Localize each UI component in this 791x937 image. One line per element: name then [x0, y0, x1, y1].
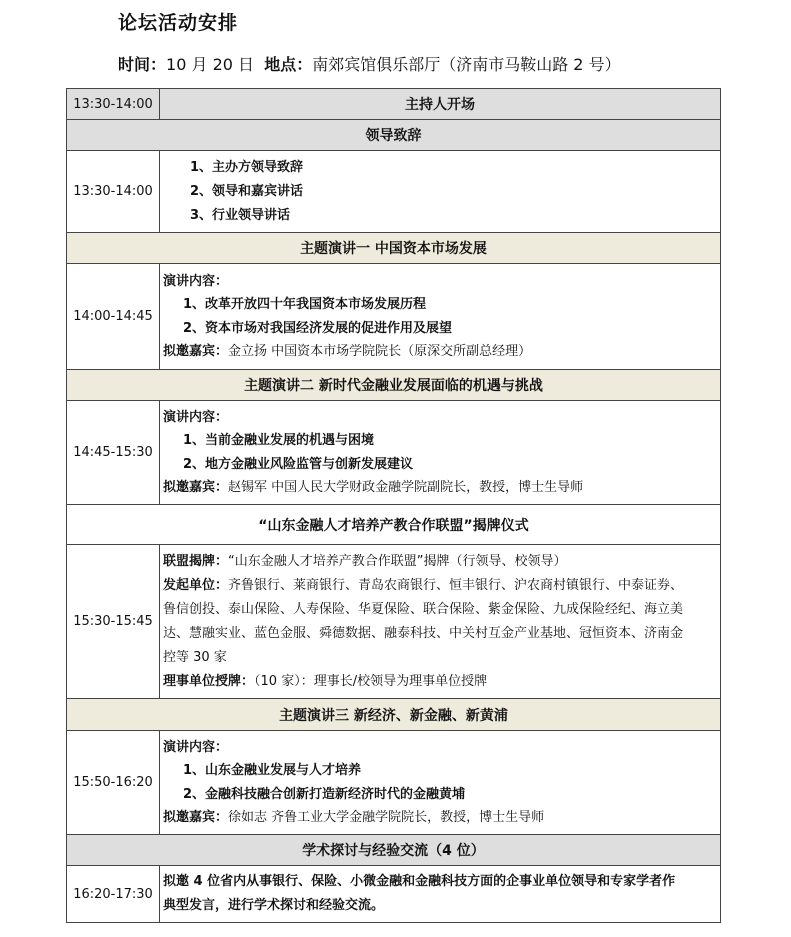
- section-header-alliance: [67, 505, 721, 545]
- board-label: 理事单位授牌：: [163, 673, 255, 689]
- unveil-label: 联盟揭牌：: [163, 553, 229, 569]
- schedule-row-talk3: [67, 731, 721, 835]
- list-item: 1、改革开放四十年我国资本市场发展历程: [183, 297, 427, 312]
- list-item: 1、当前金融业发展的机遇与困境: [183, 433, 375, 448]
- forum-text: 典型发言，进行学术探讨和经验交流。: [163, 898, 385, 913]
- forum-text: 拟邀 4 位省内从事银行、保险、小微金融和金融科技方面的企事业单位领导和专家学者作: [163, 874, 676, 889]
- board-value: （10 家）：理事长/校领导为理事单位授牌: [254, 673, 488, 689]
- unveil-line: [163, 550, 720, 574]
- sponsor-text: 齐鲁银行、莱商银行、青岛农商银行、恒丰银行、沪农商村镇银行、中泰证券、: [228, 577, 684, 593]
- schedule-row-welcome: [67, 151, 721, 233]
- guest-label: 拟邀嘉宾：: [163, 480, 229, 495]
- sponsor-text: 达、慧融实业、蓝色金服、舜德数据、融泰科技、中关村互金产业基地、冠恒资本、济南金: [163, 625, 684, 641]
- guest-line: [163, 340, 720, 364]
- time-label: 时间: [118, 55, 151, 74]
- section-title: 主题演讲一 中国资本市场发展: [67, 233, 721, 264]
- list-item: 2、资本市场对我国经济发展的促进作用及展望: [183, 320, 453, 336]
- unveil-value: “山东金融人才培养产教合作联盟”揭牌（行领导、校领导）: [228, 553, 567, 569]
- time-cell: 16:20-17:30: [67, 866, 160, 923]
- list-item: 2、地方金融业风险监管与创新发展建议: [183, 456, 414, 472]
- event-meta: 时间：10 月 20 日 地点：南郊宾馆俱乐部厅（济南市马鞍山路 2 号）: [118, 55, 621, 74]
- document-title: 论坛活动安排: [118, 12, 239, 34]
- guest-line: [163, 476, 720, 500]
- section-header-talk3: [67, 699, 721, 731]
- schedule-row-forum: [67, 866, 721, 923]
- guest-value: 徐如志 齐鲁工业大学金融学院院长，教授，博士生导师: [228, 810, 545, 825]
- section-header-talk2: [67, 370, 721, 401]
- list-item: 3、行业领导讲话: [190, 207, 291, 223]
- guest-value: 金立扬 中国资本市场学院院长（原深交所副总经理）: [228, 344, 532, 359]
- time-value: 10 月 20 日: [166, 55, 255, 74]
- content-label: 演讲内容：: [163, 739, 229, 755]
- schedule-row-host: [67, 89, 721, 120]
- time-cell: 14:45-15:30: [67, 401, 160, 505]
- list-item: 2、领导和嘉宾讲话: [190, 183, 304, 199]
- section-header-forum: [67, 835, 721, 866]
- section-title: 主题演讲三 新经济、新金融、新黄浦: [67, 699, 721, 731]
- place-label: 地点: [264, 55, 297, 74]
- content-cell: [160, 264, 721, 370]
- place-value: 南郊宾馆俱乐部厅（济南市马鞍山路 2 号）: [312, 55, 621, 74]
- section-header-welcome: [67, 120, 721, 151]
- section-title: 主题演讲二 新时代金融业发展面临的机遇与挑战: [67, 370, 721, 401]
- content-label: 演讲内容：: [163, 273, 229, 289]
- list-item: 2、金融科技融合创新打造新经济时代的金融黄埔: [183, 786, 466, 802]
- content-cell: [160, 731, 721, 835]
- content-cell: [160, 866, 721, 923]
- content-label: 演讲内容：: [163, 409, 229, 425]
- sponsor-label: 发起单位：: [163, 577, 229, 593]
- section-header-talk1: [67, 233, 721, 264]
- guest-line: [163, 806, 720, 830]
- schedule-row-talk2: [67, 401, 721, 505]
- board-line: [163, 670, 720, 694]
- schedule-row-talk1: [67, 264, 721, 370]
- list-item: 1、山东金融业发展与人才培养: [183, 763, 362, 778]
- sponsor-text: 控等 30 家: [163, 649, 227, 665]
- list-item: 1、主办方领导致辞: [190, 159, 304, 175]
- section-title: 学术探讨与经验交流（4 位）: [67, 835, 721, 866]
- time-cell: 14:00-14:45: [67, 264, 160, 370]
- schedule-table: [66, 88, 721, 923]
- section-title: “山东金融人才培养产教合作联盟”揭牌仪式: [67, 505, 721, 545]
- time-cell: 13:30-14:00: [67, 89, 160, 120]
- time-cell: 15:50-16:20: [67, 731, 160, 835]
- sponsor-text: 鲁信创投、泰山保险、人寿保险、华夏保险、联合保险、紫金保险、九成保险经纪、海立美: [163, 601, 684, 617]
- schedule-row-alliance: [67, 545, 721, 699]
- content-cell: [160, 151, 721, 233]
- section-title: 主持人开场: [160, 89, 721, 120]
- content-cell: [160, 545, 721, 699]
- content-cell: [160, 401, 721, 505]
- guest-label: 拟邀嘉宾：: [163, 810, 229, 825]
- guest-value: 赵锡军 中国人民大学财政金融学院副院长，教授，博士生导师: [228, 480, 584, 495]
- section-title: 领导致辞: [67, 120, 721, 151]
- time-cell: 15:30-15:45: [67, 545, 160, 699]
- sponsor-line: [163, 574, 720, 598]
- guest-label: 拟邀嘉宾：: [163, 344, 229, 359]
- time-cell: 13:30-14:00: [67, 151, 160, 233]
